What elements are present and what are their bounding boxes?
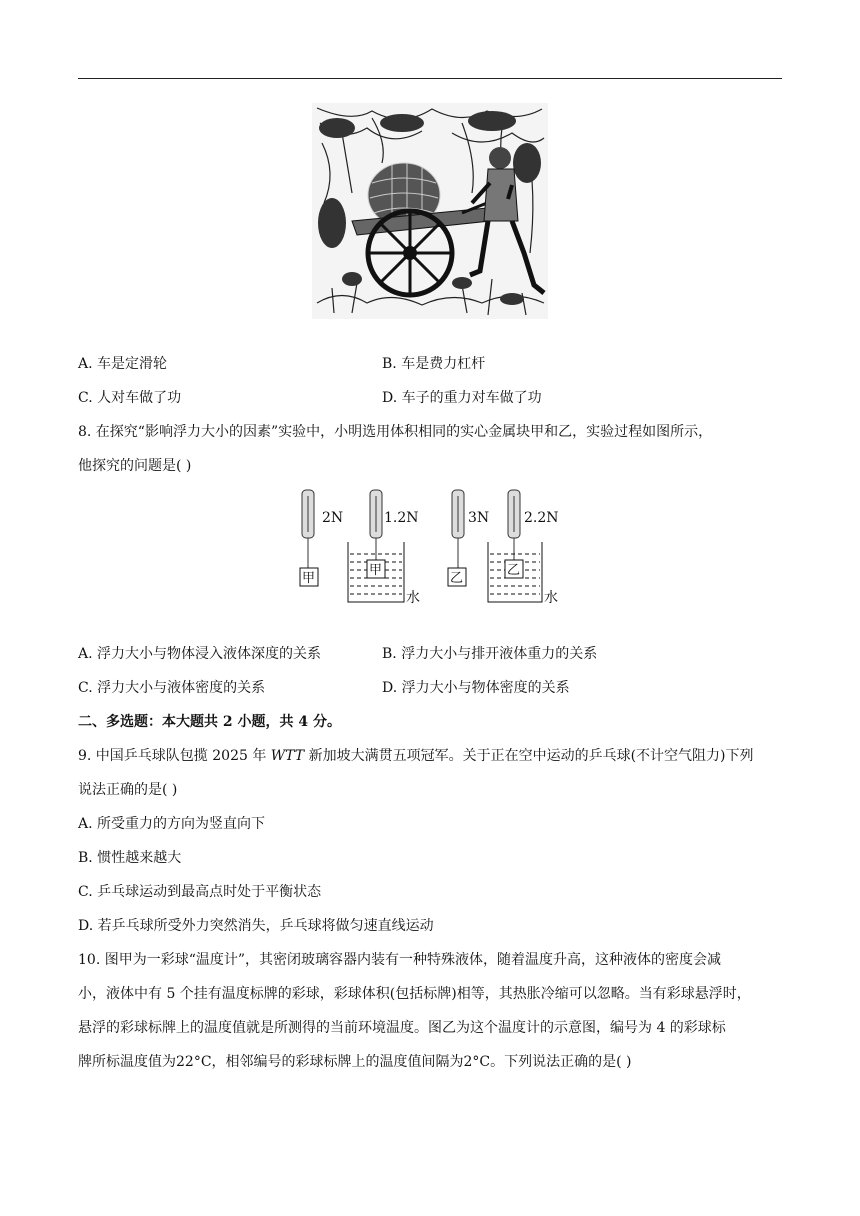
- q7-option-c: C. 人对车做了功: [78, 390, 182, 406]
- wheelbarrow-illustration: [312, 103, 548, 319]
- reading-4: 2.2N: [524, 510, 559, 526]
- spring-scale-1: [302, 490, 314, 568]
- spring-scale-4: [508, 490, 520, 560]
- q10-stem-line4: 牌所标温度值为22°C，相邻编号的彩球标牌上的温度值间隔为2°C。下列说法正确的是( ): [78, 1054, 632, 1070]
- reading-1: 2N: [322, 510, 344, 526]
- q8-option-d: D. 浮力大小与物体密度的关系: [382, 680, 570, 696]
- q10-stem-line1: 10. 图甲为一彩球“温度计”，其密闭玻璃容器内装有一种特殊液体，随着温度升高，这种液体的密度会减: [78, 952, 722, 968]
- q9-stem-line1: 9. 中国乒乓球队包揽 2025 年 WTT 新加坡大满贯五项冠军。关于正在空中运动的乒乓球(不计空气阻力)下列: [78, 748, 754, 764]
- block-label-2: 甲: [369, 563, 383, 578]
- spring-scale-3: [452, 490, 464, 568]
- water-label-2: 水: [544, 590, 558, 606]
- q7-option-b: B. 车是费力杠杆: [382, 356, 486, 372]
- q9-stem-line2: 说法正确的是( ): [78, 782, 178, 798]
- buoyancy-experiment-figure: [296, 484, 566, 610]
- block-label-3: 乙: [450, 571, 464, 586]
- block-label-1: 甲: [302, 571, 316, 586]
- q8-option-c: C. 浮力大小与液体密度的关系: [78, 680, 266, 696]
- q7-option-a: A. 车是定滑轮: [78, 356, 168, 372]
- q9-option-d: D. 若乒乓球所受外力突然消失，乒乓球将做匀速直线运动: [78, 918, 434, 934]
- spring-scale-2: [370, 490, 382, 560]
- q8-stem-line1: 8. 在探究“影响浮力大小的因素”实验中，小明选用体积相同的实心金属块甲和乙，实验过程如图所示，: [78, 424, 713, 440]
- header-rule: [78, 78, 782, 79]
- q8-option-b: B. 浮力大小与排开液体重力的关系: [382, 646, 598, 662]
- reading-2: 1.2N: [384, 510, 419, 526]
- q7-option-d: D. 车子的重力对车做了功: [382, 390, 542, 406]
- block-label-4: 乙: [507, 563, 521, 578]
- reading-3: 3N: [468, 510, 490, 526]
- q10-stem-line3: 悬浮的彩球标牌上的温度值就是所测得的当前环境温度。图乙为这个温度计的示意图，编号为 4 的彩球标: [78, 1020, 726, 1036]
- section-2-title: 二、多选题：本大题共 2 小题，共 4 分。: [78, 714, 341, 730]
- q9-option-b: B. 惯性越来越大: [78, 850, 182, 866]
- q9-option-c: C. 乒乓球运动到最高点时处于平衡状态: [78, 884, 322, 900]
- q9-option-a: A. 所受重力的方向为竖直向下: [78, 816, 266, 832]
- q8-option-a: A. 浮力大小与物体浸入液体深度的关系: [78, 646, 322, 662]
- q10-stem-line2: 小，液体中有 5 个挂有温度标牌的彩球，彩球体积(包括标牌)相等，其热胀冷缩可以忽略。当有彩球悬浮时，: [78, 986, 751, 1002]
- q8-stem-line2: 他探究的问题是( ): [78, 458, 192, 474]
- water-label-1: 水: [406, 590, 420, 606]
